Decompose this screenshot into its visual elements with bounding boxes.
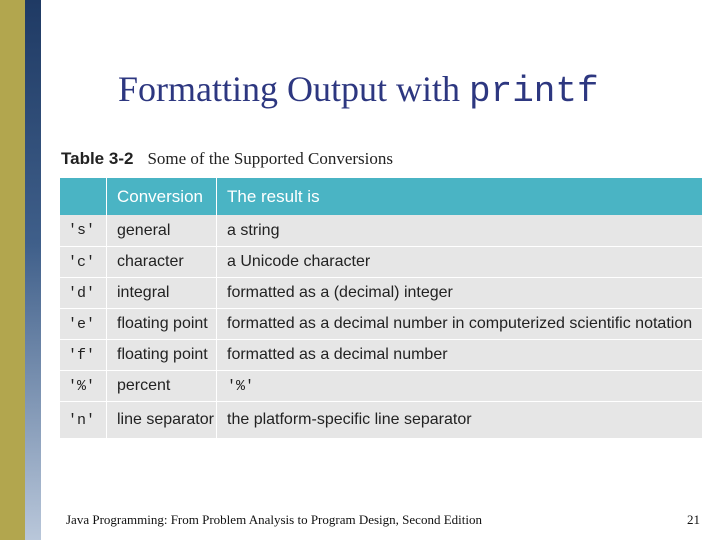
conversion-result: the platform-specific line separator [216,402,702,438]
conversion-result: formatted as a decimal number in computerized scientific notation [216,309,702,339]
slide-footer: Java Programming: From Problem Analysis to Program Design, Second Edition [66,512,482,527]
sidebar-gold-stripe [0,0,25,540]
page-number: 21 [687,512,700,527]
conversion-name: line separator [106,402,216,438]
conversion-code: 's' [68,222,96,239]
table-header-row [60,178,702,215]
conversions-table [60,178,702,438]
conversion-name: character [106,247,216,277]
table-row [60,278,702,309]
title-text: Formatting Output with [118,69,469,109]
title-code: printf [469,71,599,112]
conversion-name: general [106,215,216,246]
conversion-code: 'f' [68,346,96,364]
conversion-code: 'd' [68,284,96,302]
conversion-result: '%' [216,371,702,401]
conversion-result: a string [216,215,702,246]
conversion-code: 'c' [68,253,96,271]
conversion-name: floating point [106,340,216,370]
conversion-result: formatted as a (decimal) integer [216,278,702,308]
table-row [60,215,702,247]
table-caption-text: Some of the Supported Conversions [147,149,393,168]
conversion-code: 'n' [68,411,96,429]
header-cell-conversion: Conversion [106,178,216,215]
slide-title [118,68,698,118]
conversion-name: percent [106,371,216,401]
table-row [60,340,702,371]
table-number: Table 3-2 [61,149,134,168]
table-row [60,309,702,340]
conversion-name: integral [106,278,216,308]
conversion-result: formatted as a decimal number [216,340,702,370]
table-row [60,402,702,438]
table-caption [61,146,393,172]
sidebar-navy-stripe [25,0,41,540]
conversion-result: a Unicode character [216,247,702,277]
header-cell-code [60,178,106,215]
table-row [60,371,702,402]
conversion-code: 'e' [68,315,96,333]
conversion-name: floating point [106,309,216,339]
table-row [60,247,702,278]
conversion-code: '%' [68,377,96,395]
header-cell-result: The result is [216,178,702,215]
